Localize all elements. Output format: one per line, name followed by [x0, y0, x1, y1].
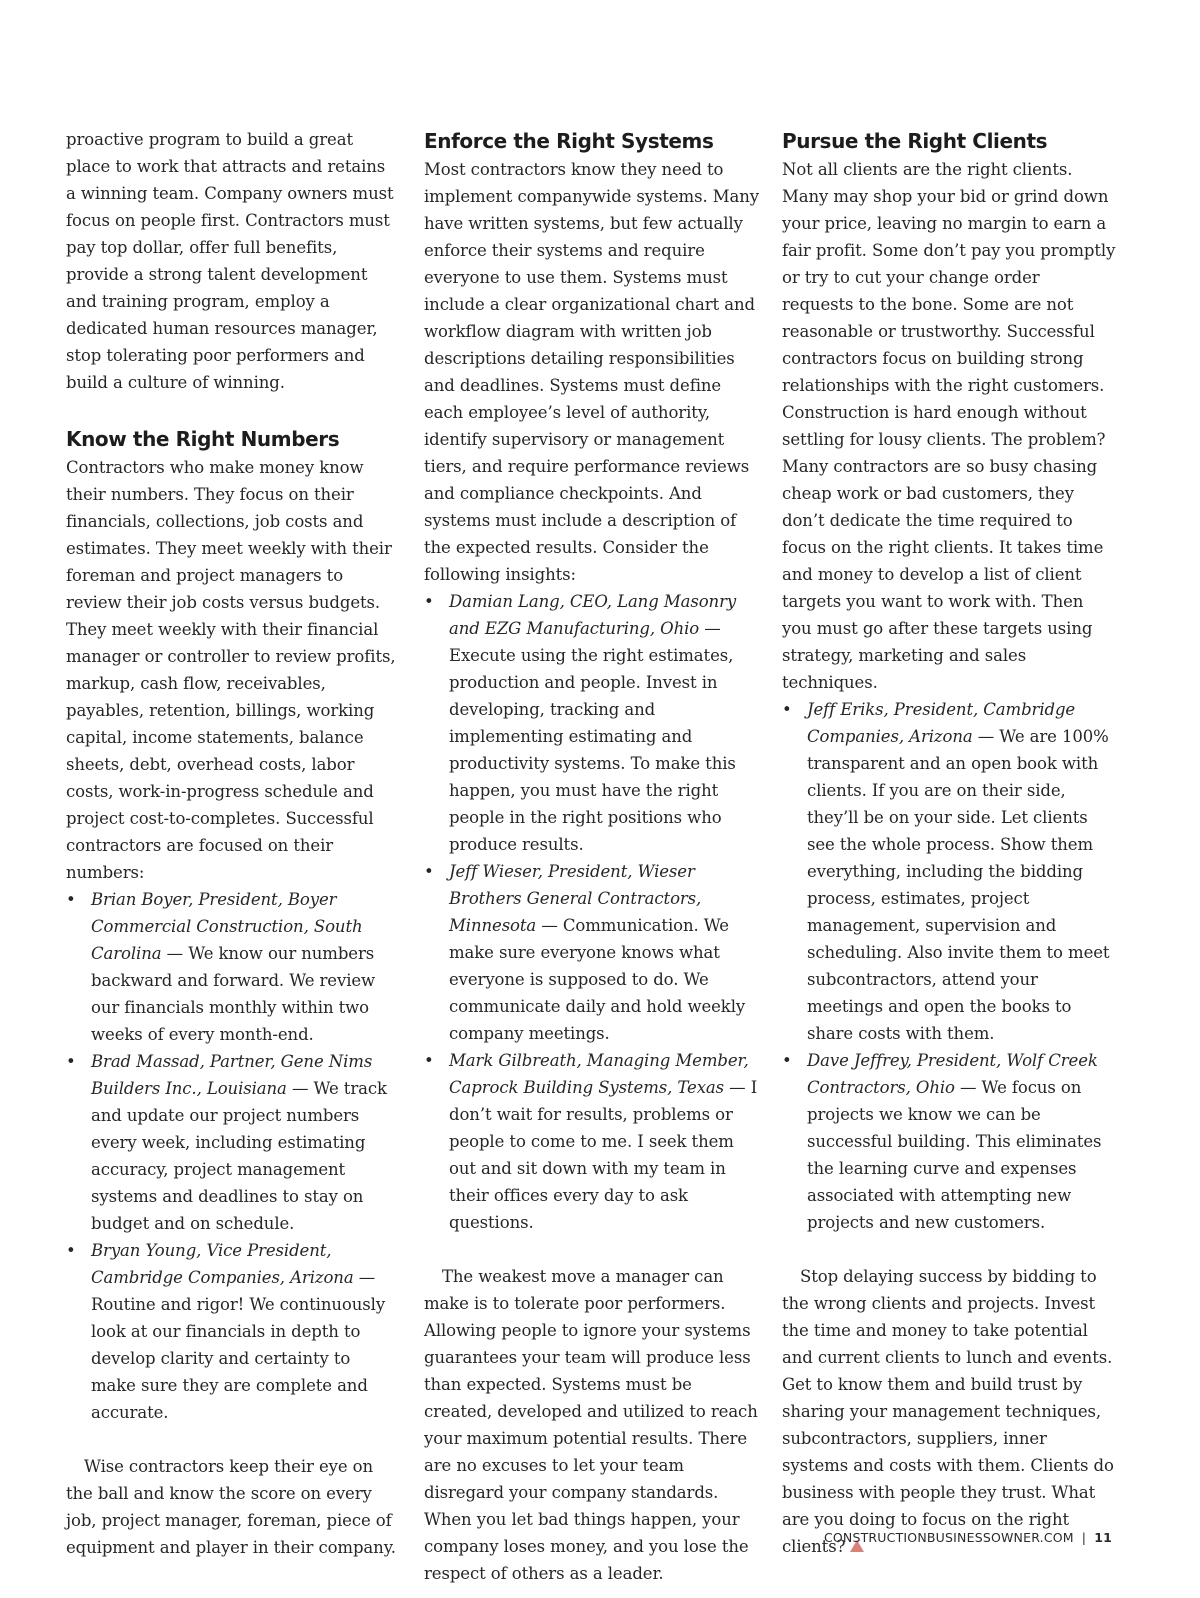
- quote-item: [782, 696, 1116, 1047]
- quote-item: [782, 1047, 1116, 1236]
- quote-text: — We focus on projects we know we can be successful building. This eliminates the learning curve and expenses associated with attempting new projects and new customers.: [807, 1078, 1102, 1232]
- quote-speaker: Mark Gilbreath, Managing Member, Caprock Building Systems, Texas: [449, 1051, 749, 1097]
- quote-speaker: Dave Jeffrey, President, Wolf Creek Contractors, Ohio: [807, 1051, 1098, 1097]
- quote-item: [66, 1048, 400, 1237]
- quote-text: — We know our numbers backward and forward. We review our financials monthly within two weeks of every month-end.: [91, 944, 376, 1044]
- article-column-2: [424, 126, 760, 1587]
- clients-closing: [782, 1263, 1116, 1560]
- quote-speaker: Brian Boyer, President, Boyer Commercial Construction, South Carolina: [91, 890, 363, 963]
- footer-site-url[interactable]: CONSTRUCTIONBUSINESSOWNER.COM: [823, 1530, 1074, 1545]
- article-column-1: [66, 126, 400, 1561]
- quote-item: [424, 588, 760, 858]
- quote-speaker: Bryan Young, Vice President, Cambridge Companies, Arizona: [91, 1241, 354, 1287]
- quote-text: — I don’t wait for results, problems or people to come to me. I seek them out and sit down with my team in their offices every day to ask questions.: [449, 1078, 758, 1232]
- article-column-3: [782, 126, 1116, 1560]
- quote-text: — Execute using the right estimates, production and people. Invest in developing, tracking and implementing estimating and productivity systems. To make this happen, you must have the right people in the right positions who produce results.: [449, 619, 736, 854]
- intro-paragraph: proactive program to build a great place to work that attracts and retains a winning team. Company owners must focus on people first. Contractors must pay top dollar, offer full benefits, provide a strong talent development and training program, employ a dedicated human resources manager, stop tolerating poor performers and build a culture of winning.: [66, 130, 394, 392]
- quote-item: [66, 1237, 400, 1426]
- quote-speaker: Jeff Wieser, President, Wieser Brothers General Contractors, Minnesota: [449, 862, 702, 935]
- quote-item: [66, 886, 400, 1048]
- numbers-closing: Wise contractors keep their eye on the ball and know the score on every job, project manager, foreman, piece of equipment and player in their company.: [66, 1457, 396, 1557]
- quote-speaker: Jeff Eriks, President, Cambridge Companies, Arizona: [807, 700, 1076, 746]
- quote-text: — We track and update our project numbers every week, including estimating accuracy, project management systems and deadlines to stay on budget and on schedule.: [91, 1079, 387, 1233]
- quote-speaker: Brad Massad, Partner, Gene Nims Builders Inc., Louisiana: [91, 1052, 373, 1098]
- quote-text: — We are 100% transparent and an open book with clients. If you are on their side, they’ll be on your side. Let clients see the whole process. Show them everything, including the bidding process, estimates, project management, supervision and scheduling. Also invite them to meet subcontractors, attend your meetings and open the books to share costs with them.: [807, 727, 1110, 1043]
- quote-speaker: Damian Lang, CEO, Lang Masonry and EZG Manufacturing, Ohio: [449, 592, 737, 638]
- section-heading-numbers: Know the Right Numbers: [66, 427, 340, 451]
- systems-closing: The weakest move a manager can make is to tolerate poor performers. Allowing people to ignore your systems guarantees your team will produce less than expected. Systems must be created, developed and utilized to reach your maximum potential results. There are no excuses to let your team disregard your company standards. When you let bad things happen, your company loses money, and you lose the respect of others as a leader.: [424, 1267, 758, 1583]
- quote-text: — Routine and rigor! We continuously look at our financials in depth to develop clarity and certainty to make sure they are complete and accurate.: [91, 1268, 386, 1422]
- quote-text: — Communication. We make sure everyone knows what everyone is supposed to do. We communicate daily and hold weekly company meetings.: [449, 916, 746, 1043]
- page-number: 11: [1094, 1530, 1112, 1545]
- page-footer: [824, 1530, 1112, 1545]
- footer-separator: |: [1081, 1530, 1087, 1545]
- clients-body: Not all clients are the right clients. Many may shop your bid or grind down your price, leaving no margin to earn a fair profit. Some don’t pay you promptly or try to cut your change order requests to the bone. Some are not reasonable or trustworthy. Successful contractors focus on building strong relationships with the right customers. Construction is hard enough without settling for lousy clients. The problem? Many contractors are so busy chasing cheap work or bad customers, they don’t dedicate the time required to focus on the right clients. It takes time and money to develop a list of client targets you want to work with. Then you must go after these targets using strategy, marketing and sales techniques.: [782, 160, 1116, 692]
- section-heading-clients: Pursue the Right Clients: [782, 129, 1048, 153]
- numbers-body: Contractors who make money know their numbers. They focus on their financials, collections, job costs and estimates. They meet weekly with their foreman and project managers to review their job costs versus budgets. They meet weekly with their financial manager or controller to review profits, markup, cash flow, receivables, payables, retention, billings, working capital, income statements, balance sheets, debt, overhead costs, labor costs, work-in-progress schedule and project cost-to-completes. Successful contractors are focused on their numbers:: [66, 458, 396, 882]
- systems-quotes: [424, 588, 760, 1236]
- numbers-quotes: [66, 886, 400, 1426]
- quote-item: [424, 858, 760, 1047]
- section-heading-systems: Enforce the Right Systems: [424, 129, 714, 153]
- quote-item: [424, 1047, 760, 1236]
- clients-closing-text: Stop delaying success by bidding to the wrong clients and projects. Invest the time and money to take potential and current clients to lunch and events. Get to know them and build trust by sharing your management techniques, subcontractors, suppliers, inner systems and costs with them. Clients do business with people they trust. What are you doing to focus on the right clients?: [782, 1267, 1114, 1556]
- clients-quotes: [782, 696, 1116, 1236]
- systems-body: Most contractors know they need to implement companywide systems. Many have written systems, but few actually enforce their systems and require everyone to use them. Systems must include a clear organizational chart and workflow diagram with written job descriptions detailing responsibilities and deadlines. Systems must define each employee’s level of authority, identify supervisory or management tiers, and require performance reviews and compliance checkpoints. And systems must include a description of the expected results. Consider the following insights:: [424, 160, 760, 584]
